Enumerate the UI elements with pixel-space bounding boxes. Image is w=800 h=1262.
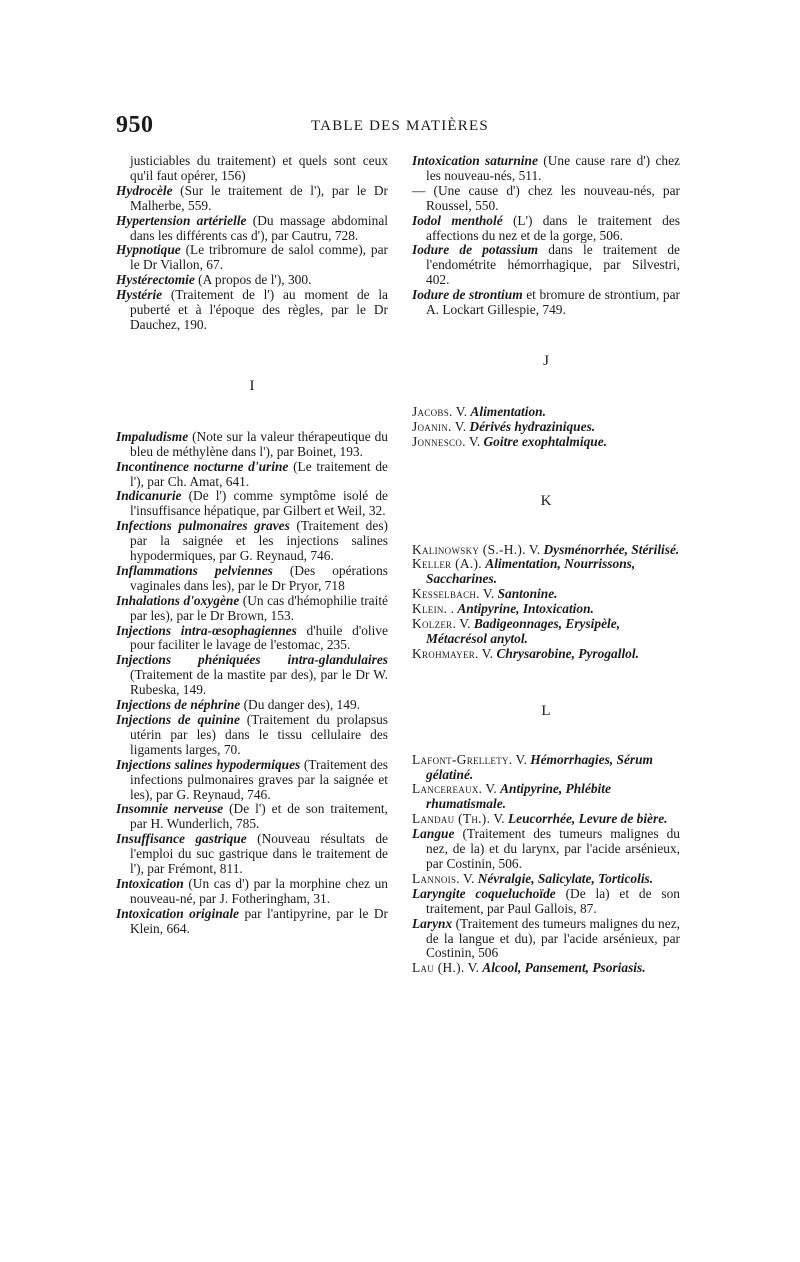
entry-text: (Nouveau résultats de l'emploi du suc gastrique dans le traitement de l'), par Frémont, 811. bbox=[130, 831, 388, 877]
entry-headword: Hydrocèle bbox=[116, 182, 173, 198]
entry-text: (Traitement des tumeurs malignes du nez, de la) et du larynx, par l'acide arsénieux, par Costinin, 506. bbox=[426, 826, 680, 871]
entry-text: (L') dans le traitement des affections du nez et de la gorge, 506. bbox=[426, 212, 680, 243]
author-name: Landau (Th.). bbox=[412, 811, 491, 827]
index-entry bbox=[116, 243, 388, 273]
index-entry bbox=[116, 154, 388, 184]
entry-headword: Intoxication originale bbox=[116, 905, 240, 921]
author-entry bbox=[412, 405, 680, 420]
author-name: Kolzer. bbox=[412, 616, 457, 632]
entry-headword: Injections intra-œsophagiennes bbox=[116, 622, 297, 638]
index-entry bbox=[116, 698, 388, 713]
entry-headword: Insuffisance gastrique bbox=[116, 831, 247, 847]
cross-references: Dérivés hydraziniques. bbox=[469, 418, 596, 434]
author-name: Kesselbach. bbox=[412, 586, 480, 602]
entry-text: (Traitement des infections pulmonaires graves par la saignée et les), par G. Reynaud, 746. bbox=[130, 756, 388, 802]
entry-text: justiciables du traitement) et quels sont ceux qu'il faut opérer, 156) bbox=[130, 153, 388, 183]
author-entry bbox=[412, 602, 680, 617]
cross-references: Alimentation. bbox=[470, 403, 546, 419]
index-entry bbox=[412, 827, 680, 872]
entry-headword: Intoxication bbox=[116, 875, 184, 891]
entry-headword: Larynx bbox=[412, 915, 453, 931]
see-reference-marker: V. bbox=[512, 751, 531, 767]
entry-text: (Une cause rare d') chez les nouveau-nés, 511. bbox=[426, 153, 680, 183]
entry-text: (Un cas d'hémophilie traité par les), par le Dr Brown, 153. bbox=[130, 592, 388, 623]
running-title: TABLE DES MATIÈRES bbox=[311, 118, 489, 134]
entry-headword: Inflammations pelviennes bbox=[116, 562, 273, 578]
author-name: Lau (H.). bbox=[412, 960, 465, 976]
entry-text: dans le traitement de l'endométrite hémorrhagique, par Silvestri, 402. bbox=[426, 242, 680, 288]
index-entry bbox=[116, 713, 388, 758]
index-entry bbox=[116, 564, 388, 594]
author-name: Jacobs. bbox=[412, 403, 453, 419]
entry-headword: Iodol mentholé bbox=[412, 212, 503, 228]
index-entry bbox=[116, 624, 388, 654]
index-entry bbox=[116, 802, 388, 832]
cross-references: Badigeonnages, Erysipèle, Métacrésol anytol. bbox=[426, 616, 621, 646]
entry-text: (Note sur la valeur thérapeutique du bleu de méthylène dans l'), par Boinet, 193. bbox=[130, 428, 388, 459]
see-reference-marker: V. bbox=[479, 586, 498, 602]
author-entry bbox=[412, 872, 680, 887]
see-reference-marker: V. bbox=[525, 541, 544, 557]
entry-text: et bromure de strontium, par A. Lockart Gillespie, 749. bbox=[426, 287, 680, 318]
entry-text: (De la) et de son traitement, par Paul Gallois, 87. bbox=[426, 885, 680, 916]
cross-references: Goitre exophtalmique. bbox=[483, 433, 608, 449]
index-entry bbox=[116, 519, 388, 564]
entry-headword: Injections de quinine bbox=[116, 712, 240, 727]
author-entry bbox=[412, 435, 680, 450]
section-heading-i: I bbox=[249, 377, 255, 394]
index-entry bbox=[412, 184, 680, 214]
index-entry bbox=[116, 184, 388, 214]
entry-headword: Hypertension artérielle bbox=[116, 212, 247, 228]
index-entry bbox=[116, 430, 388, 460]
entry-headword: Infections pulmonaires graves bbox=[116, 518, 290, 534]
see-reference-marker: V. bbox=[451, 418, 470, 434]
entry-text: par l'antipyrine, par le Dr Klein, 664. bbox=[130, 905, 388, 936]
entry-headword: Hystérie bbox=[116, 287, 163, 303]
left-column bbox=[116, 154, 388, 937]
entry-headword: Hystérectomie bbox=[116, 272, 195, 288]
index-entry bbox=[116, 877, 388, 907]
author-name: Lafont-Grellety. bbox=[412, 751, 513, 767]
author-name: Klein. bbox=[412, 601, 448, 617]
cross-references: Alcool, Pansement, Psoriasis. bbox=[482, 960, 646, 976]
entry-text: (Le traitement de l'), par Ch. Amat, 641. bbox=[130, 458, 388, 489]
entry-text: (Traitement des tumeurs malignes du nez, de la langue et du), par l'acide arsénieux, par Costinin, 506 bbox=[426, 915, 680, 961]
author-entry bbox=[412, 812, 680, 827]
entry-text: (Le tribromure de salol comme), par le Dr Viallon, 67. bbox=[130, 242, 388, 273]
entry-headword: Injections salines hypodermiques bbox=[116, 756, 301, 772]
see-reference-marker: . bbox=[447, 601, 458, 617]
index-entries-j bbox=[412, 405, 680, 450]
entry-text: (Des opérations vaginales dans les), par le Dr Pryor, 718 bbox=[130, 562, 388, 593]
cross-references: Névralgie, Salicylate, Torticolis. bbox=[477, 870, 654, 886]
entry-headword: Langue bbox=[412, 826, 455, 842]
see-reference-marker: V. bbox=[478, 645, 497, 661]
author-name: Krohmayer. bbox=[412, 645, 479, 661]
cross-references: Leucorrhée, Levure de bière. bbox=[507, 811, 668, 827]
index-entry bbox=[116, 288, 388, 333]
entry-headword: Injections phéniquées intra-glandulaires bbox=[116, 652, 388, 668]
see-reference-marker: V. bbox=[464, 960, 483, 976]
index-entry bbox=[412, 243, 680, 288]
index-entry bbox=[116, 489, 388, 519]
index-entry bbox=[116, 214, 388, 244]
cross-references: Dysménorrhée, Stérilisé. bbox=[543, 541, 680, 557]
entry-text: (Traitement des) par la saignée et les injections salines hypodermiques, par G. Reynaud, 746. bbox=[130, 518, 388, 564]
section-heading-l: L bbox=[541, 702, 551, 719]
index-entry bbox=[412, 154, 680, 184]
page-header bbox=[116, 112, 686, 142]
entry-headword: Iodure de strontium bbox=[412, 287, 523, 303]
entry-text: (Du massage abdominal dans les différents cas d'), par Cautru, 728. bbox=[130, 212, 388, 243]
cross-references: Antipyrine, Intoxication. bbox=[457, 601, 594, 617]
author-entry bbox=[412, 782, 680, 812]
entry-text: — (Une cause d') chez les nouveau-nés, par Roussel, 550. bbox=[412, 182, 680, 213]
author-entry bbox=[412, 647, 680, 662]
cross-references: Chrysarobine, Pyrogallol. bbox=[496, 645, 639, 661]
index-entry bbox=[412, 917, 680, 962]
page-number: 950 bbox=[116, 112, 154, 138]
index-entry bbox=[116, 653, 388, 698]
index-entry bbox=[412, 887, 680, 917]
entry-text: (Traitement de la mastite par des), par le Dr W. Rubeska, 149. bbox=[130, 667, 388, 698]
cross-references: Santonine. bbox=[497, 586, 558, 602]
see-reference-marker: V. bbox=[452, 403, 471, 419]
entry-headword: Injections de néphrine bbox=[116, 697, 241, 713]
cross-references: Antipyrine, Phlébite rhumatismale. bbox=[426, 781, 611, 812]
entry-headword: Indicanurie bbox=[116, 488, 182, 504]
entry-text: (De l') et de son traitement, par H. Wunderlich, 785. bbox=[130, 801, 389, 832]
entry-headword: Iodure de potassium bbox=[412, 242, 539, 258]
entry-headword: Insomnie nerveuse bbox=[116, 801, 224, 817]
index-entries-l bbox=[412, 753, 680, 977]
entry-headword: Impaludisme bbox=[116, 428, 189, 444]
see-reference-marker: V. bbox=[482, 781, 501, 797]
index-entry bbox=[116, 460, 388, 490]
entry-headword: Inhalations d'oxygène bbox=[116, 592, 240, 608]
author-entry bbox=[412, 557, 680, 587]
author-name: Kalinowsky (S.-H.). bbox=[412, 541, 526, 557]
author-entry bbox=[412, 961, 680, 976]
index-entries-i-continued bbox=[412, 154, 680, 318]
index-entry bbox=[412, 214, 680, 244]
index-entry bbox=[116, 273, 388, 288]
entry-headword: Hypnotique bbox=[116, 242, 181, 258]
entry-text: (De l') comme symptôme isolé de l'insuffisance hépatique, par Gilbert et Weil, 32. bbox=[130, 488, 388, 519]
cross-references: Alimentation, Nourrissons, Saccharines. bbox=[426, 556, 636, 587]
see-reference-marker: V. bbox=[465, 433, 484, 449]
index-entries-h bbox=[116, 154, 388, 333]
section-heading-j: J bbox=[543, 352, 549, 369]
entry-text: (Sur le traitement de l'), par le Dr Malherbe, 559. bbox=[130, 182, 388, 213]
author-entry bbox=[412, 587, 680, 602]
right-column bbox=[412, 154, 680, 976]
entry-headword: Laryngite coqueluchoïde bbox=[412, 885, 556, 901]
see-reference-marker: V. bbox=[459, 870, 478, 886]
entry-text: d'huile d'olive pour faciliter le lavage de l'estomac, 235. bbox=[130, 622, 389, 653]
author-entry bbox=[412, 543, 680, 558]
index-entry bbox=[116, 832, 388, 877]
entry-headword: Incontinence nocturne d'urine bbox=[116, 458, 289, 474]
author-entry bbox=[412, 617, 680, 647]
author-name: Keller (A.). bbox=[412, 556, 482, 572]
author-name: Jonnesco. bbox=[412, 433, 466, 449]
entry-text: (Traitement de l') au moment de la puberté et à l'époque des règles, par le Dr Dauchez, 190. bbox=[130, 287, 388, 332]
entry-text: (Traitement du prolapsus utérin par les) dans le tissu cellulaire des ligaments larges, 70. bbox=[130, 712, 388, 757]
section-heading-k: K bbox=[540, 492, 552, 509]
author-name: Lancereaux. bbox=[412, 781, 483, 797]
index-entry bbox=[412, 288, 680, 318]
see-reference-marker: V. bbox=[490, 811, 508, 827]
index-entries-i bbox=[116, 430, 388, 937]
index-entry bbox=[116, 907, 388, 937]
author-name: Joanin. bbox=[412, 418, 452, 434]
author-entry bbox=[412, 420, 680, 435]
see-reference-marker: V. bbox=[456, 616, 474, 632]
entry-text: (Un cas d') par la morphine chez un nouveau-né, par J. Fotheringham, 31. bbox=[130, 875, 388, 906]
author-name: Lannois. bbox=[412, 870, 460, 886]
index-entries-k bbox=[412, 543, 680, 662]
entry-text: (Du danger des), 149. bbox=[240, 697, 360, 713]
entry-headword: Intoxication saturnine bbox=[412, 153, 538, 168]
index-entry bbox=[116, 758, 388, 803]
author-entry bbox=[412, 753, 680, 783]
index-entry bbox=[116, 594, 388, 624]
entry-text: (A propos de l'), 300. bbox=[194, 272, 312, 288]
cross-references: Hémorrhagies, Sérum gélatiné. bbox=[426, 751, 653, 782]
